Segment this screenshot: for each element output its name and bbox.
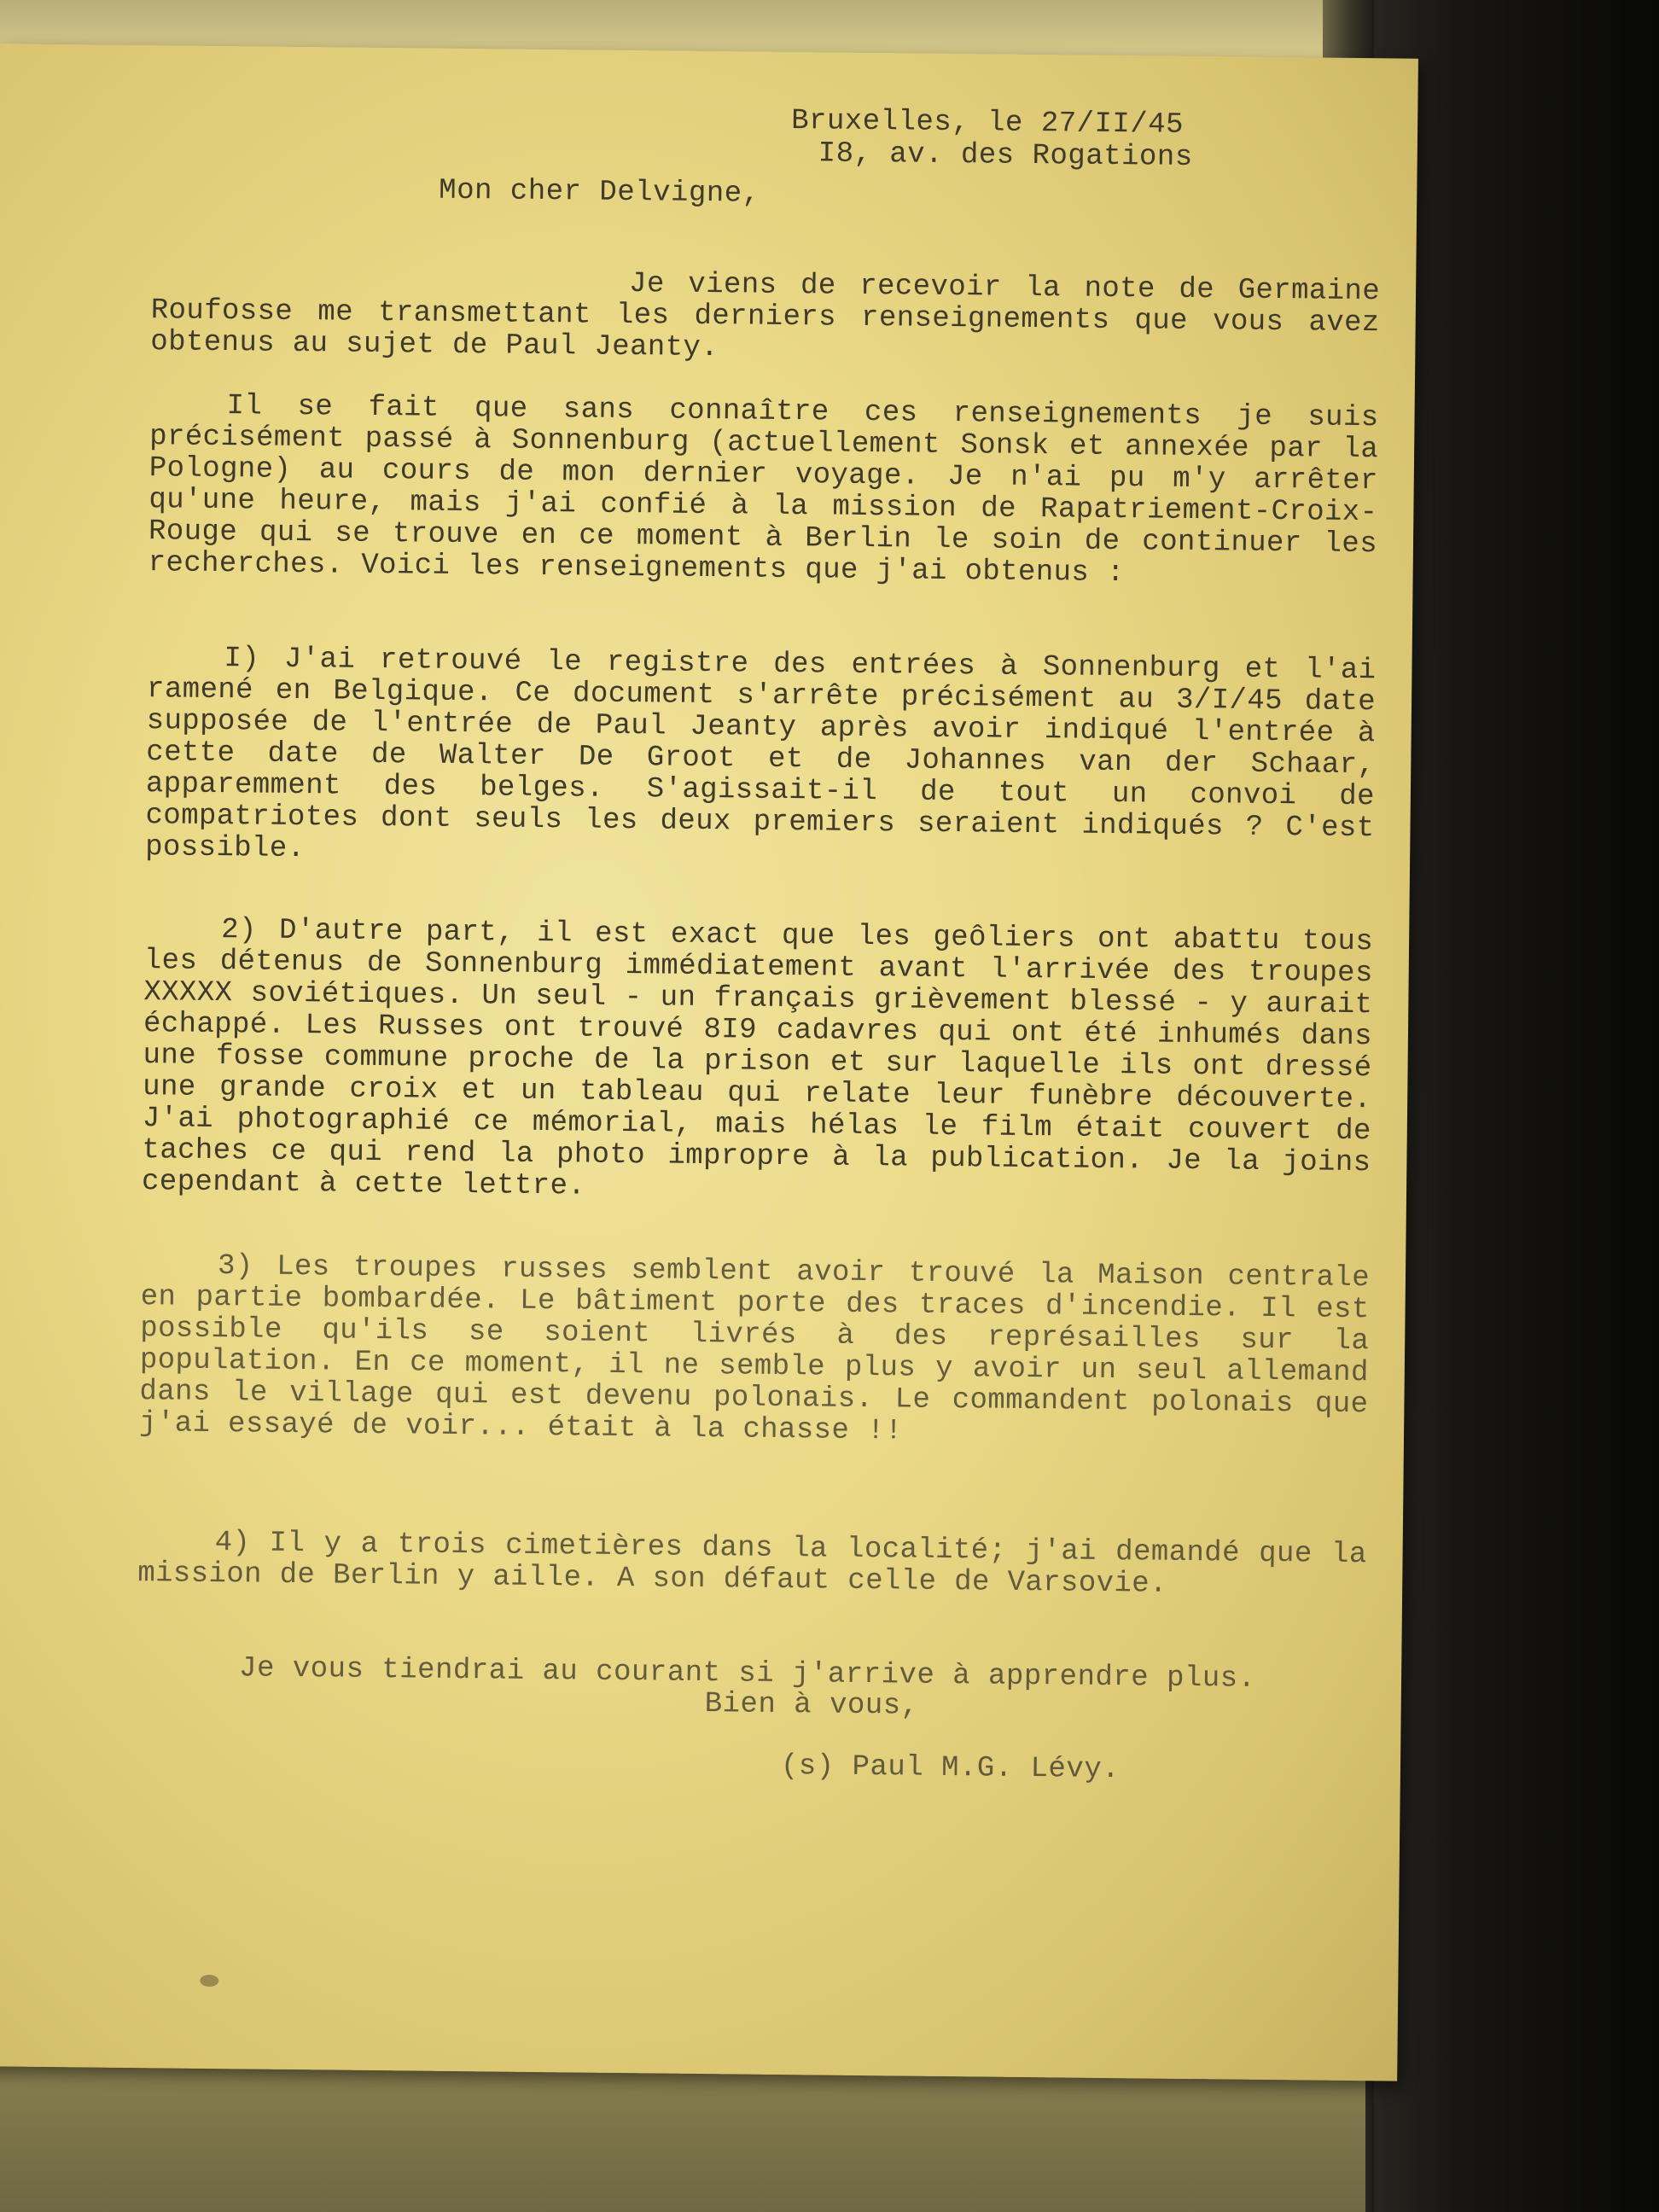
- paragraph-intro: Je viens de recevoir la note de Germaine Roufosse me transmettant les derniers renseignements que vous avez obtenus au sujet de Paul Jeanty.: [150, 268, 1381, 365]
- ink-smudge: [200, 1975, 218, 1987]
- closing-greeting: Bien à vous,: [704, 1688, 919, 1723]
- letter-page: [0, 44, 1418, 2081]
- signature: (s) Paul M.G. Lévy.: [780, 1749, 1121, 1787]
- salutation: Mon cher Delvigne,: [439, 174, 760, 211]
- paragraph-point-4: 4) Il y a trois cimetières dans la localité; j'ai demandé que la mission de Berlin y aille. A son défaut celle de Varsovie.: [137, 1527, 1367, 1601]
- closing-line: Je vous tiendrai au courant si j'arrive à apprendre plus.: [238, 1652, 1256, 1696]
- paragraph-context: Il se fait que sans connaître ces renseignements je suis précisément passé à Sonnenburg (actuellement Sonsk et annexée par la Pologne) au cours de mon dernier voyage. Je n'ai pu m'y arrêter qu'une heure, mais j'ai confié à la mission de Rapatriement-Croix-Rouge qui se trouve en ce moment à Berlin le soin de continuer les recherches. Voici les renseignements que j'ai obtenus :: [148, 390, 1379, 591]
- sender-address: I8, av. des Rogations: [818, 137, 1193, 174]
- paragraph-point-2: 2) D'autre part, il est exact que les geôliers ont abattu tous les détenus de Sonnenburg immédiatement avant l'arrivée des troupes XXXXX soviétiques. Un seul - un français grièvement blessé - y aurait échappé. Les Russes ont trouvé 8I9 cadavres qui ont été inhumés dans une fosse commune proche de la prison et sur laquelle ils ont dressé une grande croix et un tableau qui relate leur funèbre découverte. J'ai photographié ce mémorial, mais hélas le film était couvert de taches ce qui rend la photo impropre à la publication. Je la joins cependant à cette lettre.: [141, 914, 1374, 1203]
- place-date: Bruxelles, le 27/II/45: [790, 105, 1185, 142]
- paragraph-point-3: 3) Les troupes russes semblent avoir trouvé la Maison centrale en partie bombardée. Le bâtiment porte des traces d'incendie. Il est possible qu'ils se soient livrés à des représailles sur la population. En ce moment, il ne semble plus y avoir un seul allemand dans le village qui est devenu polonais. Le commandent polonais que j'ai essayé de voir... était à la chasse !!: [138, 1250, 1371, 1448]
- paragraph-point-1: I) J'ai retrouvé le registre des entrées à Sonnenburg et l'ai ramené en Belgique. Ce document s'arrête précisément au 3/I/45 date supposée de l'entrée de Paul Jeanty après avoir indiqué l'entrée à cette date de Walter De Groot et de Johannes van der Schaar, apparemment des belges. S'agissait-il de tout un convoi de compatriotes dont seuls les deux premiers seraient indiqués ? C'est possible.: [144, 643, 1377, 866]
